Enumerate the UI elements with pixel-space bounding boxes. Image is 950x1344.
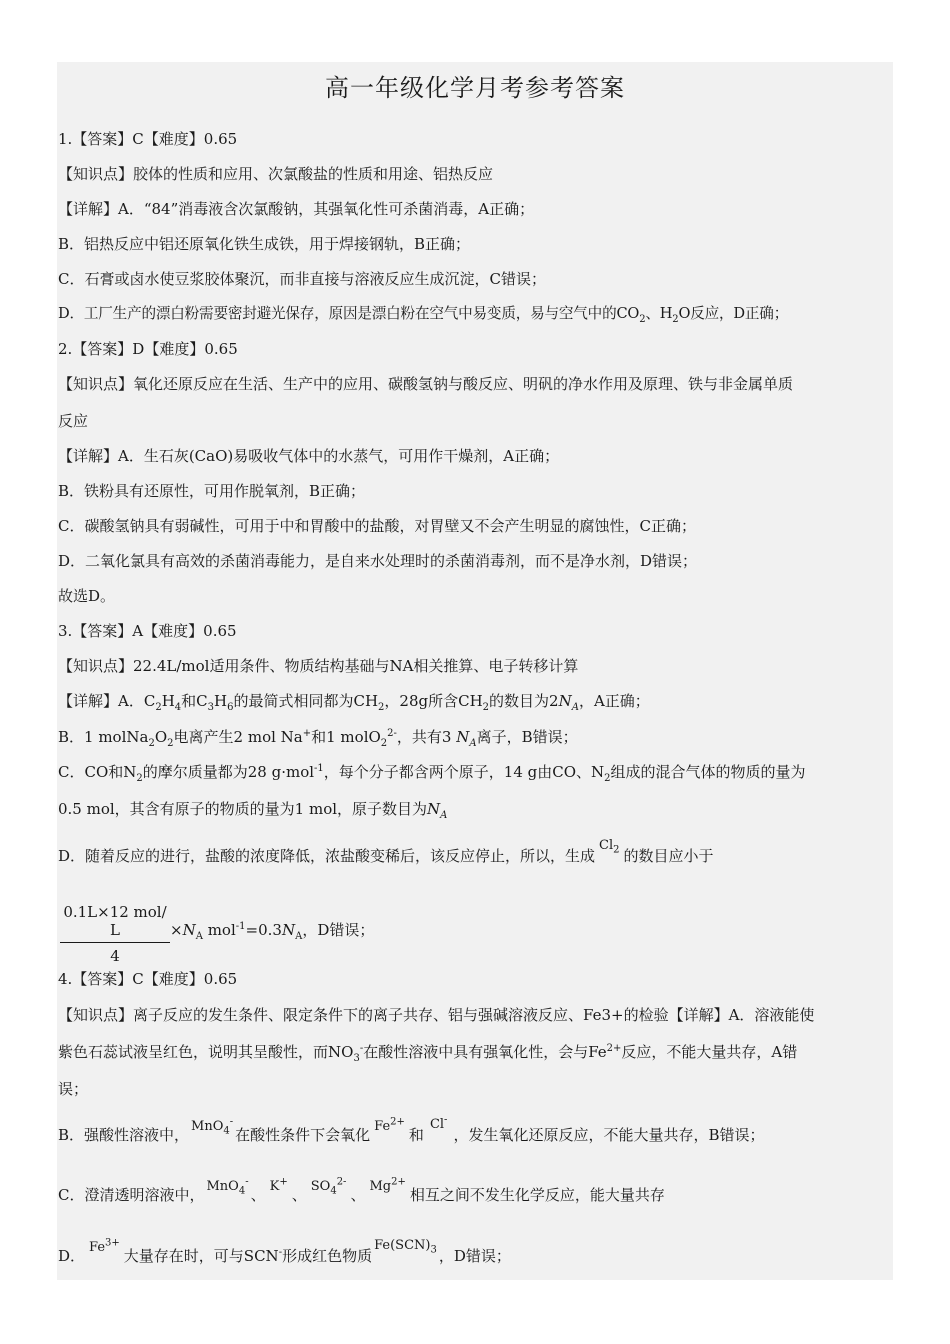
q3-detail-d-result: $\times N_A$ $mol^{-1}=0.3N_A$，D错误； xyxy=(170,921,375,942)
fraction-expression xyxy=(60,903,170,965)
q1-detail-a: 【详解】A．“84”消毒液含次氯酸钠，其强氧化性可杀菌消毒，A正确； xyxy=(58,200,535,218)
q3-detail-a: 【详解】A．$C_2H_4$和$C_3H_6$的最简式相同都为$CH_2$，28g所含$CH_2$的数目为$2N_A$，A正确； xyxy=(58,692,650,713)
q3-detail-d: D．随着反应的进行，盐酸的浓度降低，浓盐酸变稀后，该反应停止，所以，生成$Cl_2$ 的数目应小于 xyxy=(58,838,714,865)
q4-detail-a-cont: 误； xyxy=(58,1080,89,1098)
q4-knowledge-points: 【知识点】离子反应的发生条件、限定条件下的离子共存、铝与强碱溶液反应、Fe3+的检验【详解】A．溶液能使 xyxy=(58,1006,815,1024)
q1-answer-header: 1.【答案】C【难度】0.65 xyxy=(58,130,238,148)
q4-detail-d: D． $Fe^{3+}$大量存在时，可与SCN-形成红色物质$Fe(SCN)_3$ ，D错误； xyxy=(58,1237,511,1265)
page-title: 高一年级化学月考参考答案 xyxy=(325,74,625,102)
fe3-formula: $Fe^{3+}$ xyxy=(89,1237,120,1255)
q2-conclusion: 故选D。 xyxy=(58,587,116,605)
q3-answer-header: 3.【答案】A【难度】0.65 xyxy=(58,622,237,640)
fescn3-formula: $Fe(SCN)_3$ xyxy=(374,1238,437,1256)
q4-detail-c: C．澄清透明溶液中， MnO$_4$-、 K+、 $SO_4^{2-}$、 $Mg^{2+}$相互之间不发生化学反应，能大量共存 xyxy=(58,1176,665,1204)
q1-detail-d: D．工厂生产的漂白粉需要密封避光保存，原因是漂白粉在空气中易变质，易与空气中的$CO_2$、$H_2O$反应，D正确； xyxy=(58,305,789,325)
q2-detail-d: D．二氧化氯具有高效的杀菌消毒能力，是自来水处理时的杀菌消毒剂，而不是净水剂，D错误； xyxy=(58,552,698,570)
q2-detail-a: 【详解】A．生石灰(CaO)易吸收气体中的水蒸气，可用作干燥剂，A正确； xyxy=(58,447,560,465)
fe2-formula: $Fe^{2+}$ xyxy=(374,1116,405,1134)
so4-formula: $SO_4^{2-}$ xyxy=(310,1176,347,1197)
q2-knowledge-points: 【知识点】氧化还原反应在生活、生产中的应用、碳酸氢钠与酸反应、明矾的净水作用及原理、铁与非金属单质 xyxy=(58,375,794,393)
fraction-numerator: 0.1L×12 mol/ L xyxy=(60,903,170,943)
q1-detail-b: B．铝热反应中铝还原氧化铁生成铁，用于焊接钢轨，B正确； xyxy=(58,235,471,253)
mno4-formula-c: MnO$_4$- xyxy=(206,1176,249,1197)
q2-answer-header: 2.【答案】D【难度】0.65 xyxy=(58,340,238,358)
mg-ion-formula: $Mg^{2+}$ xyxy=(369,1176,406,1194)
q3-detail-b: B．1 $molNa_2O_2$电离产生2 mol Na+和1 molO$_2^{2-}$，共有3 $N_A$离子，B错误； xyxy=(58,728,578,749)
q4-detail-a: 紫色石蕊试液呈红色，说明其呈酸性，而$NO_3^-$在酸性溶液中具有强氧化性，会与$Fe^{2+}$反应，不能大量共存，A错 xyxy=(58,1043,798,1064)
q3-detail-c-cont: 0.5 mol，其含有原子的物质的量为1 mol，原子数目为$N_A$ xyxy=(58,800,448,821)
cl-ion-formula: Cl- xyxy=(429,1114,448,1132)
q2-knowledge-points-cont: 反应 xyxy=(58,412,89,430)
q4-answer-header: 4.【答案】C【难度】0.65 xyxy=(58,970,238,988)
q2-detail-c: C．碳酸氢钠具有弱碱性，可用于中和胃酸中的盐酸，对胃壁又不会产生明显的腐蚀性，C正确； xyxy=(58,517,696,535)
mno4-formula: MnO$_4$- xyxy=(191,1116,234,1137)
q4-detail-b: B．强酸性溶液中， MnO$_4$-在酸性条件下会氧化 $Fe^{2+}$和Cl-，发生氧化还原反应，不能大量共存，B错误； xyxy=(58,1114,765,1144)
k-ion-formula: K+ xyxy=(269,1176,288,1194)
q3-detail-c: C．CO和$N_2$的摩尔质量都为28 g·mol$^{-1}$，每个分子都含两个原子，14 g由CO、$N_2$组成的混合气体的物质的量为 xyxy=(58,763,806,784)
q1-knowledge-points: 【知识点】胶体的性质和应用、次氯酸盐的性质和用途、铝热反应 xyxy=(58,165,494,183)
q2-detail-b: B．铁粉具有还原性，可用作脱氧剂，B正确； xyxy=(58,482,366,500)
q1-detail-c: C．石膏或卤水使豆浆胶体聚沉，而非直接与溶液反应生成沉淀，C错误； xyxy=(58,270,546,288)
cl2-formula: $Cl_2$ xyxy=(599,838,620,856)
fraction-denominator: 4 xyxy=(110,947,120,965)
q3-knowledge-points: 【知识点】22.4L/mol适用条件、物质结构基础与NA相关推算、电子转移计算 xyxy=(58,657,579,675)
